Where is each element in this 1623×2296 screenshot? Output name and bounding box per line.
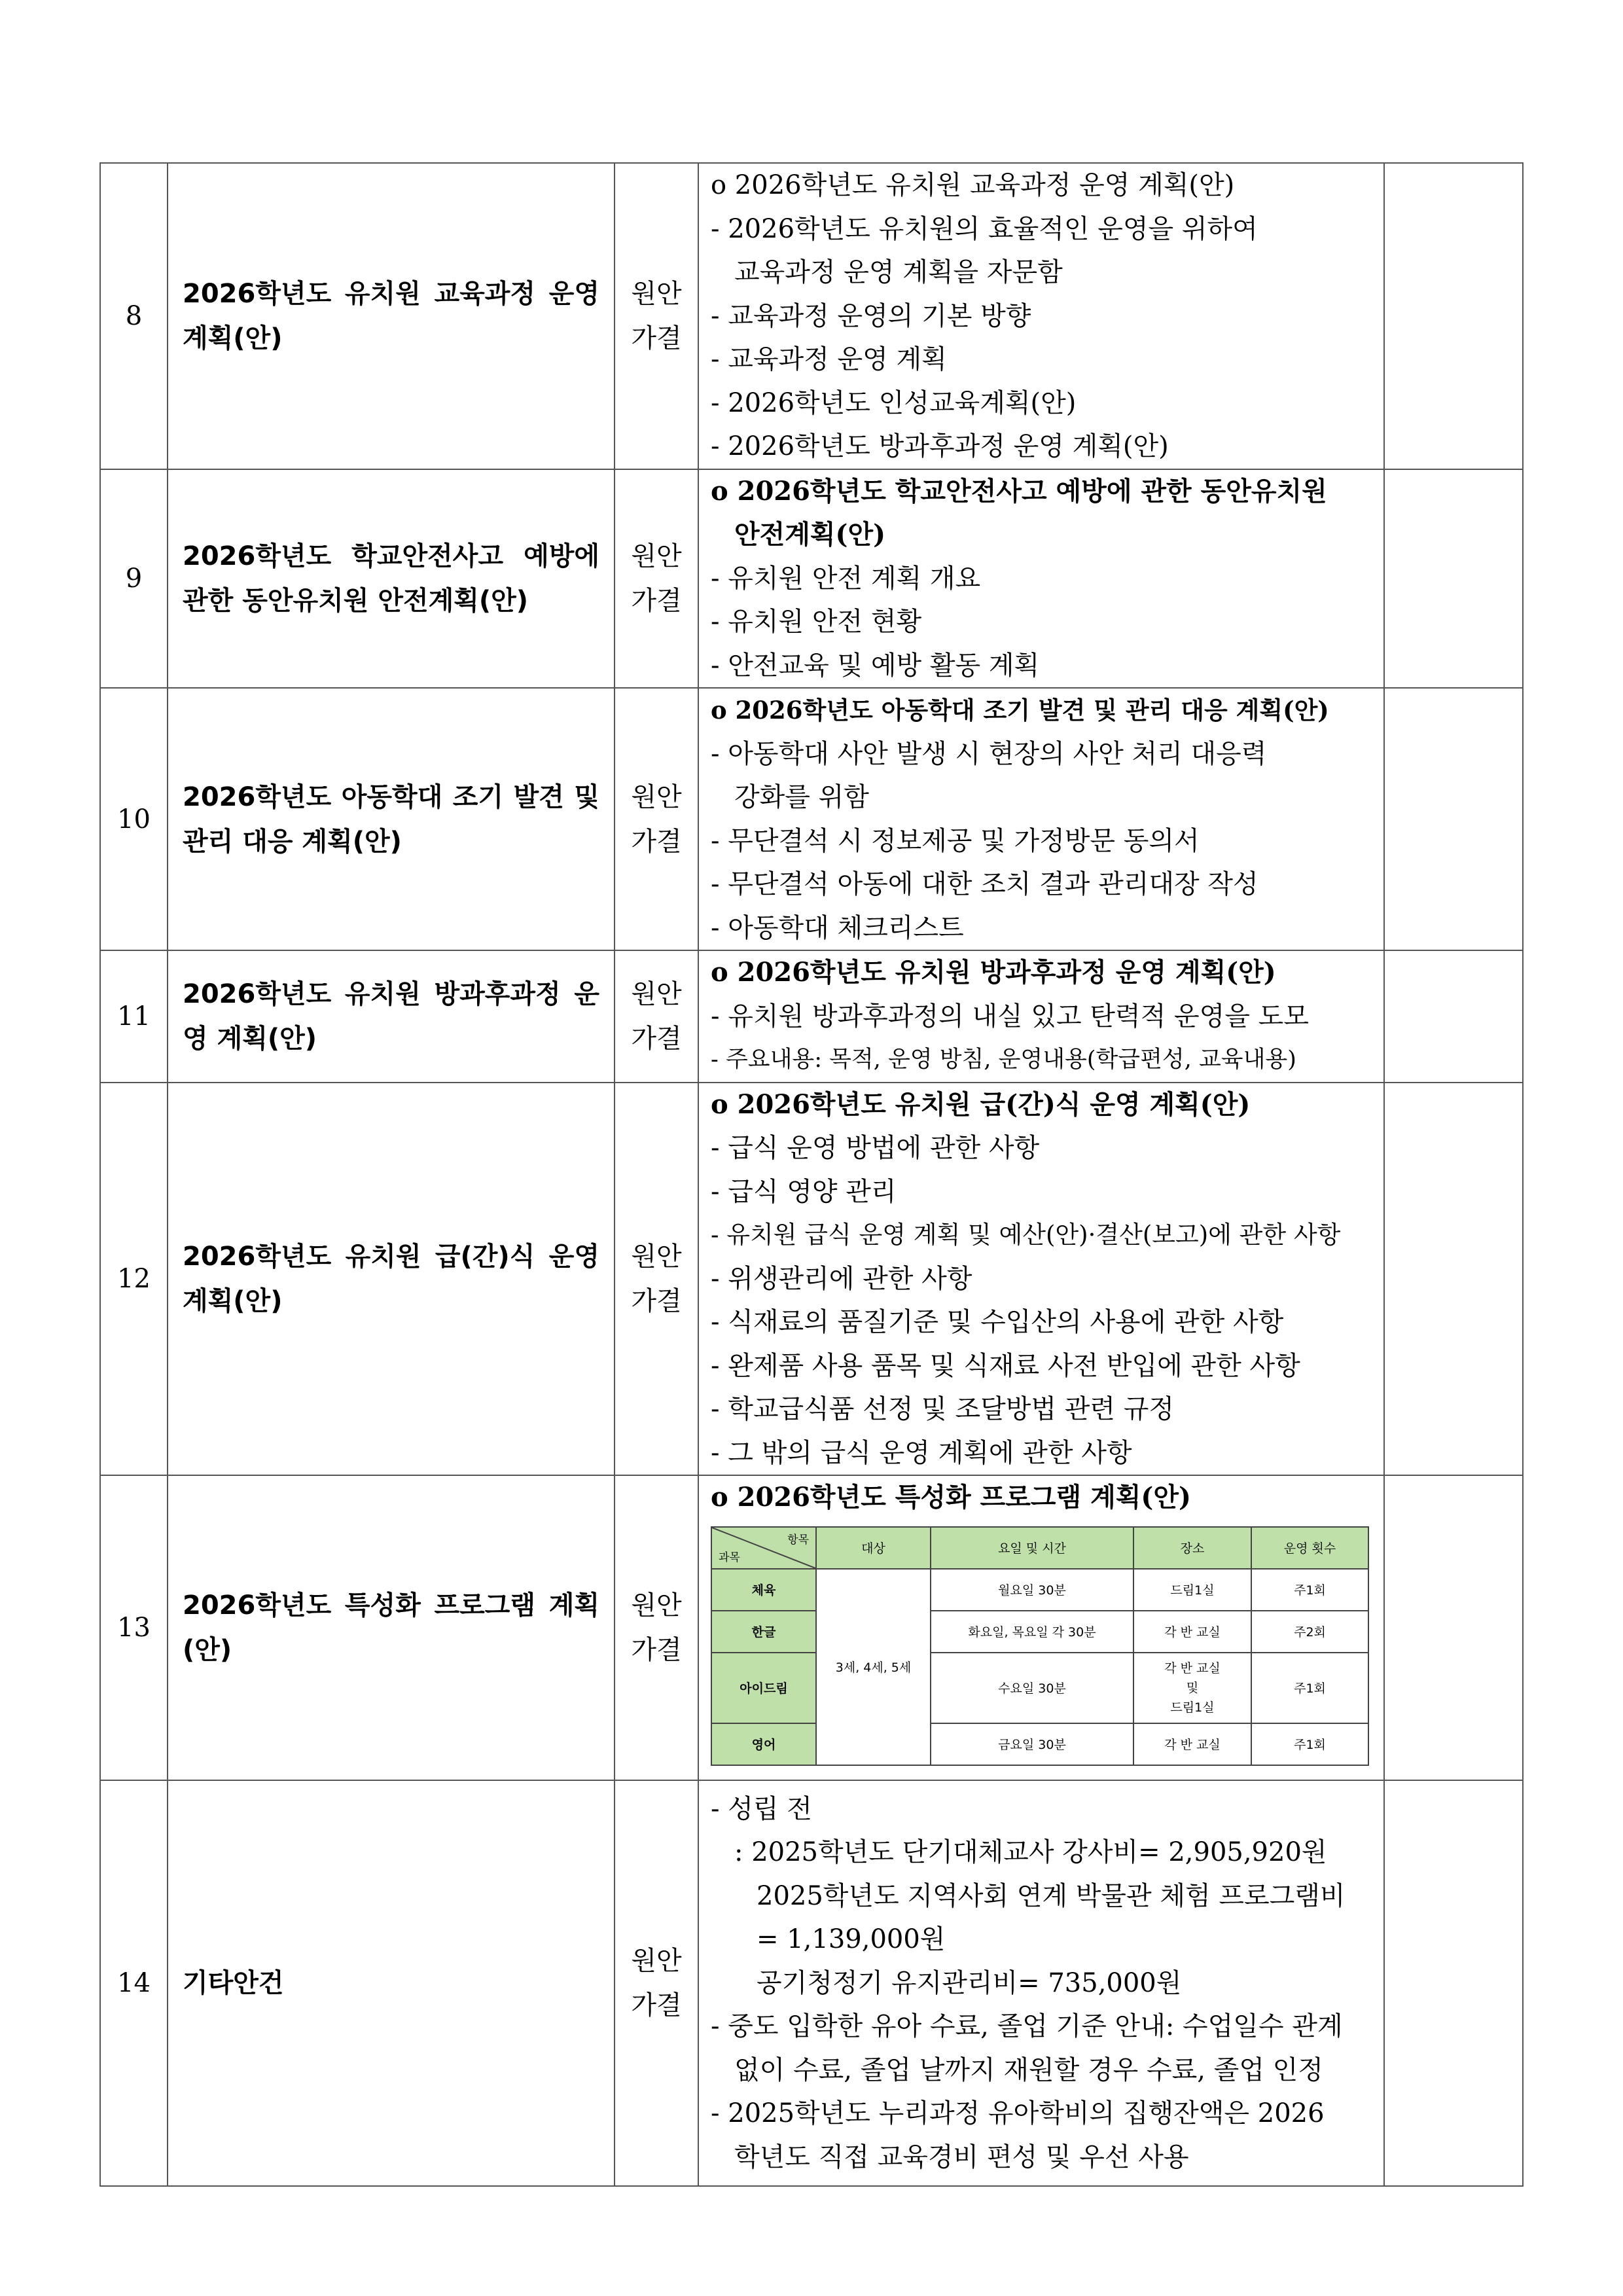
content-line: 없이 수료, 졸업 날까지 재원할 경우 수료, 졸업 인정: [734, 2054, 1323, 2085]
content-line: - 성립 전: [711, 1793, 812, 1824]
decision-line: 가결: [631, 826, 682, 857]
decision-line: 가결: [631, 1990, 682, 2020]
agenda-content: [698, 1780, 1384, 2186]
program-table: [711, 1526, 1369, 1766]
content-heading: o 2026학년도 유치원 방과후과정 운영 계획(안): [711, 957, 1276, 988]
content-line: - 무단결석 아동에 대한 조치 결과 관리대장 작성: [711, 869, 1258, 899]
agenda-title: 2026학년도 특성화 프로그램 계획(안): [168, 1475, 615, 1780]
content-line: - 2025학년도 누리과정 유아학비의 집행잔액은 2026: [711, 2098, 1325, 2129]
program-count: 주1회: [1251, 1569, 1368, 1611]
agenda-number: 9: [100, 469, 168, 689]
agenda-title: 2026학년도 유치원 방과후과정 운영 계획(안): [168, 950, 615, 1083]
agenda-row-14: [100, 1780, 1523, 2186]
content-line: - 그 밖의 급식 운영 계획에 관한 사항: [711, 1437, 1132, 1468]
decision-line: 원안: [631, 1241, 682, 1272]
content-line: - 위생관리에 관한 사항: [711, 1263, 972, 1294]
agenda-row-13: [100, 1475, 1523, 1780]
content-line: - 아동학대 체크리스트: [711, 912, 964, 943]
program-time: 월요일 30분: [931, 1569, 1133, 1611]
agenda-number: 13: [100, 1475, 168, 1780]
note-cell: [1384, 950, 1523, 1083]
program-row: [711, 1611, 1368, 1653]
content-heading: o 2026학년도 아동학대 조기 발견 및 관리 대응 계획(안): [711, 696, 1329, 725]
content-line: - 유치원 급식 운영 계획 및 예산(안)·결산(보고)에 관한 사항: [711, 1221, 1341, 1249]
content-line: - 2026학년도 유치원의 효율적인 운영을 위하여: [711, 213, 1258, 244]
agenda-content: [698, 469, 1384, 689]
content-line: - 완제품 사용 품목 및 식재료 사전 반입에 관한 사항: [711, 1350, 1300, 1381]
program-header: 대상: [816, 1527, 931, 1569]
agenda-row-10: [100, 688, 1523, 950]
decision-line: 가결: [631, 1285, 682, 1316]
agenda-content: [698, 1083, 1384, 1476]
agenda-content: [698, 688, 1384, 950]
decision-line: 가결: [631, 323, 682, 353]
agenda-number: 14: [100, 1780, 168, 2186]
content-line: - 급식 영양 관리: [711, 1176, 897, 1207]
content-heading: o 2026학년도 특성화 프로그램 계획(안): [711, 1482, 1191, 1513]
program-count: 주1회: [1251, 1723, 1368, 1765]
content-line: 공기청정기 유지관리비= 735,000원: [757, 1967, 1182, 1998]
decision-line: 원안: [631, 978, 682, 1009]
corner-top-label: 항목: [787, 1533, 809, 1547]
program-subject: 체육: [711, 1569, 816, 1611]
content-line: - 아동학대 사안 발생 시 현장의 사안 처리 대응력: [711, 738, 1267, 769]
program-header: 장소: [1133, 1527, 1251, 1569]
program-time: 금요일 30분: [931, 1723, 1133, 1765]
decision-line: 가결: [631, 585, 682, 616]
content-heading: o 2026학년도 유치원 급(간)식 운영 계획(안): [711, 1088, 1251, 1120]
content-heading: o 2026학년도 유치원 교육과정 운영 계획(안): [711, 170, 1235, 200]
decision-cell: [615, 1780, 698, 2186]
content-line: 2025학년도 지역사회 연계 박물관 체험 프로그램비: [757, 1880, 1346, 1911]
program-subject: 아이드림: [711, 1653, 816, 1723]
agenda-number: 10: [100, 688, 168, 950]
program-place: 각 반 교실: [1133, 1723, 1251, 1765]
decision-line: 원안: [631, 1946, 682, 1976]
decision-cell: [615, 163, 698, 469]
program-place: 각 반 교실: [1133, 1611, 1251, 1653]
content-line: 강화를 위함: [734, 782, 869, 812]
decision-line: 가결: [631, 1635, 682, 1665]
decision-cell: [615, 469, 698, 689]
agenda-title: 기타안건: [168, 1780, 615, 2186]
content-line: - 주요내용: 목적, 운영 방침, 운영내용(학급편성, 교육내용): [711, 1047, 1296, 1073]
content-line: - 중도 입학한 유아 수료, 졸업 기준 안내: 수업일수 관계: [711, 2011, 1343, 2042]
content-line: - 식재료의 품질기준 및 수입산의 사용에 관한 사항: [711, 1307, 1284, 1337]
content-heading: o 2026학년도 학교안전사고 예방에 관한 동안유치원: [711, 475, 1327, 507]
agenda-table: [99, 162, 1524, 2187]
decision-line: 원안: [631, 278, 682, 309]
content-line: - 교육과정 운영 계획: [711, 344, 947, 374]
decision-cell: [615, 950, 698, 1083]
program-time: 화요일, 목요일 각 30분: [931, 1611, 1133, 1653]
agenda-number: 8: [100, 163, 168, 469]
decision-cell: [615, 688, 698, 950]
program-header: 운영 횟수: [1251, 1527, 1368, 1569]
program-header: 요일 및 시간: [931, 1527, 1133, 1569]
content-line: - 유치원 방과후과정의 내실 있고 탄력적 운영을 도모: [711, 1001, 1309, 1031]
content-heading-cont: 안전계획(안): [734, 519, 886, 550]
agenda-title: 2026학년도 학교안전사고 예방에 관한 동안유치원 안전계획(안): [168, 469, 615, 689]
agenda-row-9: [100, 469, 1523, 689]
agenda-number: 12: [100, 1083, 168, 1476]
decision-line: 원안: [631, 541, 682, 571]
content-line: 학년도 직접 교육경비 편성 및 우선 사용: [734, 2142, 1189, 2172]
corner-bottom-label: 과목: [719, 1551, 740, 1564]
content-line: - 2026학년도 방과후과정 운영 계획(안): [711, 431, 1169, 461]
content-line: = 1,139,000원: [757, 1924, 946, 1955]
program-row: [711, 1723, 1368, 1765]
content-line: - 학교급식품 선정 및 조달방법 관련 규정: [711, 1394, 1175, 1424]
program-table-corner: [711, 1527, 816, 1569]
program-count: 주2회: [1251, 1611, 1368, 1653]
program-target: 3세, 4세, 5세: [816, 1569, 931, 1765]
program-row: [711, 1569, 1368, 1611]
content-line: - 2026학년도 인성교육계획(안): [711, 387, 1077, 418]
note-cell: [1384, 1083, 1523, 1476]
decision-line: 원안: [631, 781, 682, 812]
decision-line: 가결: [631, 1023, 682, 1054]
program-place: 드림1실: [1133, 1569, 1251, 1611]
agenda-row-11: [100, 950, 1523, 1083]
agenda-content: [698, 163, 1384, 469]
decision-cell: [615, 1475, 698, 1780]
agenda-content: [698, 950, 1384, 1083]
agenda-title: 2026학년도 유치원 교육과정 운영 계획(안): [168, 163, 615, 469]
agenda-title: 2026학년도 유치원 급(간)식 운영 계획(안): [168, 1083, 615, 1476]
note-cell: [1384, 469, 1523, 689]
note-cell: [1384, 1780, 1523, 2186]
program-subject: 한글: [711, 1611, 816, 1653]
program-count: 주1회: [1251, 1653, 1368, 1723]
program-time: 수요일 30분: [931, 1653, 1133, 1723]
content-line: 교육과정 운영 계획을 자문함: [734, 257, 1063, 287]
content-line: - 교육과정 운영의 기본 방향: [711, 300, 1031, 331]
agenda-title: 2026학년도 아동학대 조기 발견 및 관리 대응 계획(안): [168, 688, 615, 950]
content-line: - 급식 운영 방법에 관한 사항: [711, 1133, 1040, 1163]
content-line: - 안전교육 및 예방 활동 계획: [711, 650, 1040, 681]
content-line: - 유치원 안전 현황: [711, 607, 922, 637]
note-cell: [1384, 1475, 1523, 1780]
agenda-number: 11: [100, 950, 168, 1083]
content-line: - 무단결석 시 정보제공 및 가정방문 동의서: [711, 825, 1200, 856]
program-row: [711, 1653, 1368, 1723]
agenda-content: [698, 1475, 1384, 1780]
agenda-row-12: [100, 1083, 1523, 1476]
decision-line: 원안: [631, 1590, 682, 1621]
agenda-row-8: [100, 163, 1523, 469]
decision-cell: [615, 1083, 698, 1476]
program-place: 각 반 교실 및 드림1실: [1133, 1653, 1251, 1723]
program-subject: 영어: [711, 1723, 816, 1765]
content-line: - 유치원 안전 계획 개요: [711, 563, 981, 594]
note-cell: [1384, 688, 1523, 950]
note-cell: [1384, 163, 1523, 469]
program-table-wrap: [711, 1520, 1372, 1775]
content-line: : 2025학년도 단기대체교사 강사비= 2,905,920원: [734, 1837, 1327, 1868]
